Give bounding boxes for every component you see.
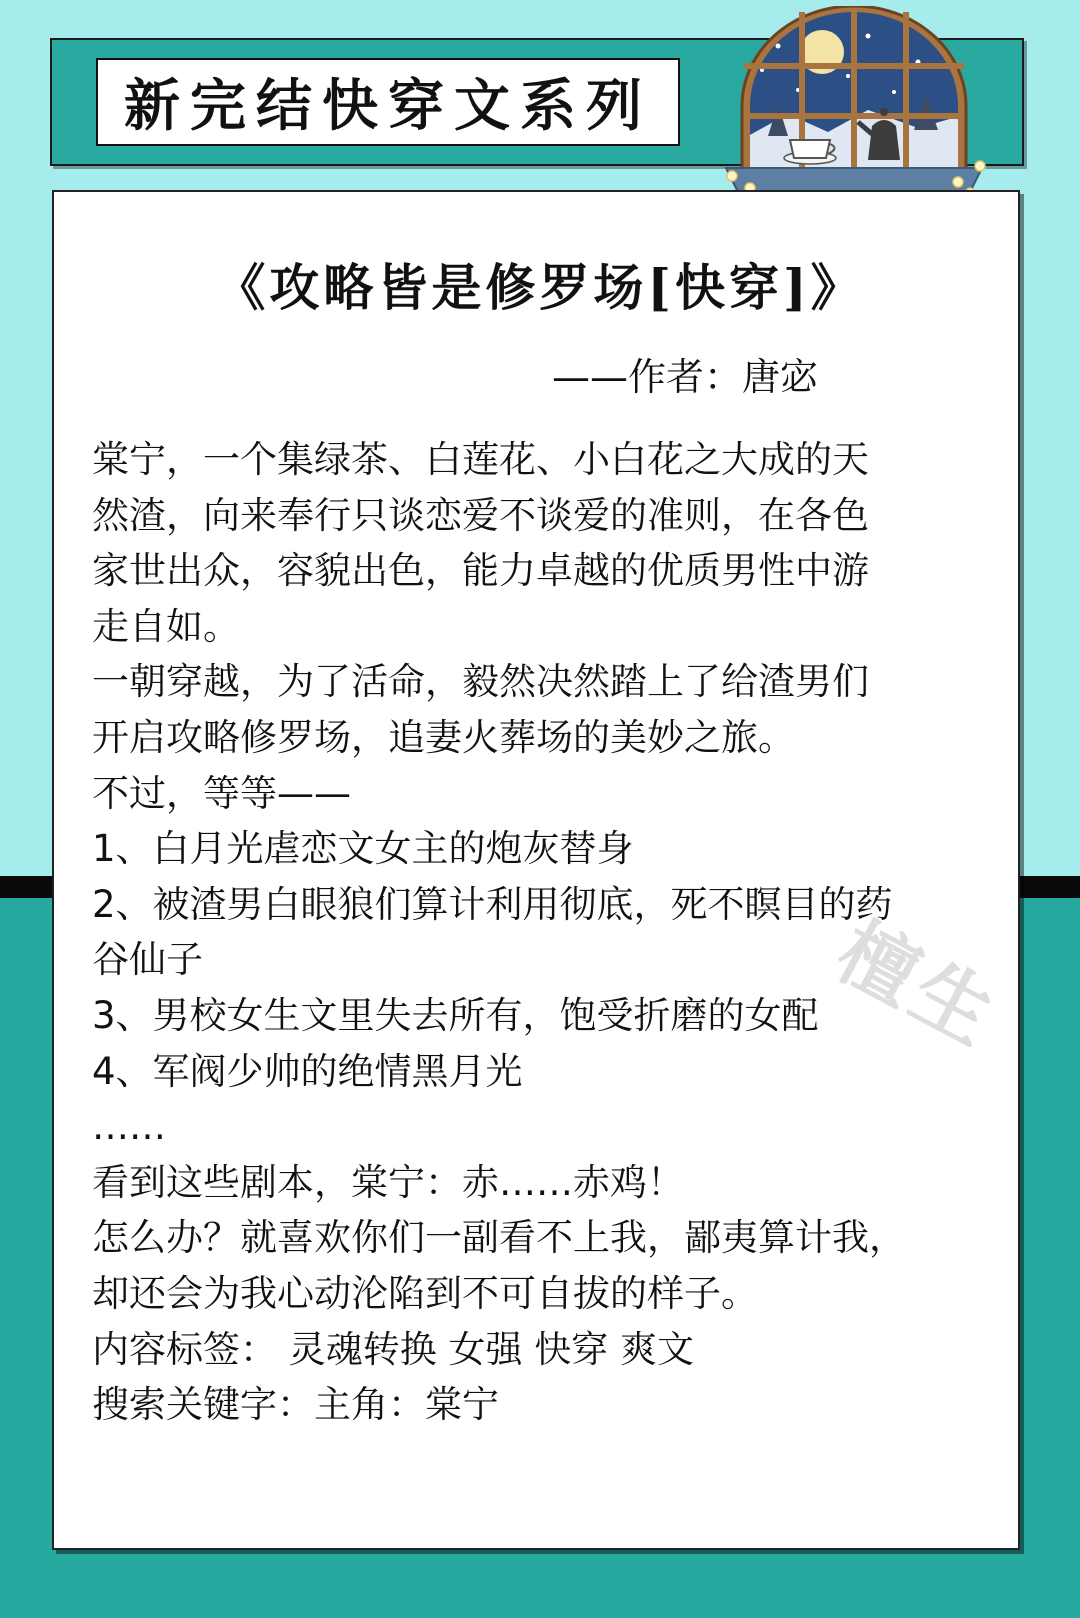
synopsis-line: 2、被渣男白眼狼们算计利用彻底，死不瞑目的药 [92,882,893,926]
watermark: 檀生 [822,905,1014,1066]
synopsis-line: 怎么办？就喜欢你们一副看不上我，鄙夷算计我， [92,1216,906,1260]
series-title: 新完结快穿文系列 [124,73,652,139]
synopsis-line: 看到这些剧本，棠宁：赤……赤鸡！ [92,1160,684,1204]
synopsis-line: 走自如。 [92,604,240,648]
synopsis-line: 1、白月光虐恋文女主的炮灰替身 [92,827,634,871]
window-illustration [718,6,990,208]
synopsis-line: 4、军阀少帅的绝情黑月光 [92,1049,523,1093]
series-title-box [96,58,680,146]
synopsis-line: 然渣，向来奉行只谈恋爱不谈爱的准则，在各色 [92,493,869,537]
book-title: 《攻略皆是修罗场[快穿]》 [215,258,865,317]
keywords-line: 搜索关键字：主角：棠宁 [92,1383,499,1427]
synopsis-line: …… [92,1105,166,1149]
synopsis-line: 不过，等等—— [92,771,351,815]
synopsis-line: 一朝穿越，为了活命，毅然决然踏上了给渣男们 [92,660,869,704]
synopsis-line: 却还会为我心动沦陷到不可自拔的样子。 [92,1271,758,1315]
tags-line: 内容标签： 灵魂转换 女强 快穿 爽文 [92,1327,695,1371]
synopsis-line: 开启攻略修罗场，追妻火葬场的美妙之旅。 [92,715,795,759]
synopsis-line: 家世出众，容貌出色，能力卓越的优质男性中游 [92,549,869,593]
synopsis-line: 3、男校女生文里失去所有，饱受折磨的女配 [92,993,819,1037]
synopsis-line: 谷仙子 [92,938,203,982]
author-line: ——作者：唐宓 [552,355,819,399]
synopsis-line: 棠宁，一个集绿茶、白莲花、小白花之大成的天 [92,438,869,481]
